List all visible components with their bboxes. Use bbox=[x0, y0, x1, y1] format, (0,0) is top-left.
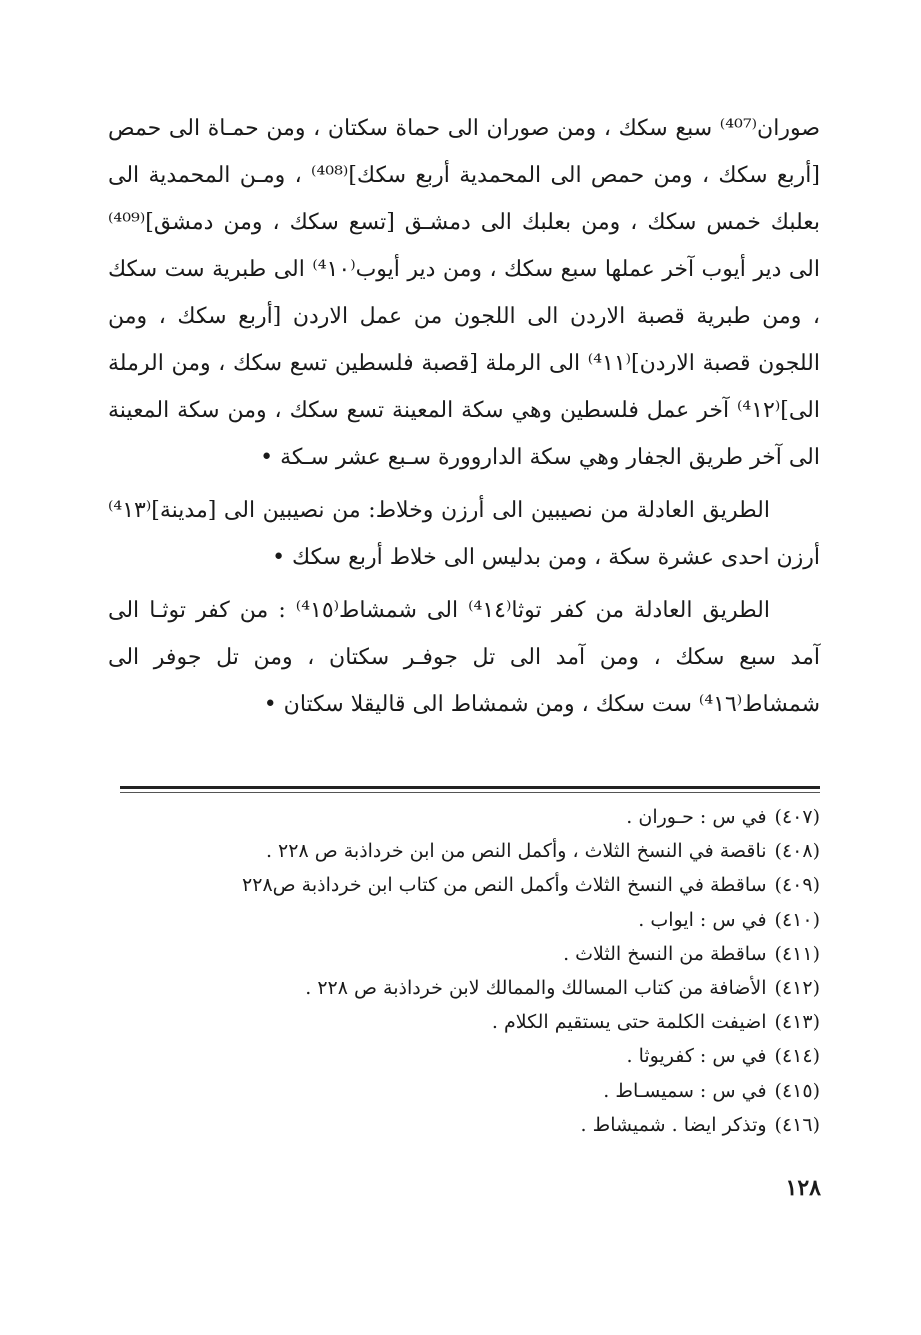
footnote-item bbox=[120, 903, 820, 937]
footnote-text: ناقصة في النسخ الثلاث ، وأكمل النص من ابن خرداذبة ص ٢٢٨ . bbox=[265, 840, 767, 863]
page-number: ١٢٨ bbox=[785, 1175, 821, 1201]
footnote-number: (٤١٣) bbox=[774, 1011, 820, 1034]
footnote-number: (٤١٦) bbox=[774, 1113, 820, 1136]
footnote-number: (٤٠٧) bbox=[774, 806, 820, 828]
footnote-item bbox=[120, 937, 820, 971]
paragraph-nisibin-route: الطريق العادلة من نصيبين الى أرزن وخلاط: من نصيبين الى [مدينة]⁽⁴١٣⁾ أرزن احدى عشرة سكة ، ومن بدليس الى خلاط أربع سكك • bbox=[108, 498, 820, 570]
footnote-divider bbox=[120, 786, 820, 789]
footnote-item bbox=[120, 800, 820, 834]
footnote-text: ساقطة في النسخ الثلاث وأكمل النص من كتاب ابن خرداذبة ص٢٢٨ bbox=[242, 874, 767, 897]
footnote-number: (٤١٥) bbox=[774, 1079, 820, 1102]
footnotes bbox=[120, 800, 820, 1142]
paragraph-kafr-tutha-route: الطريق العادلة من كفر توثا⁽⁴١٤⁾ الى شمشاط⁽⁴١٥⁾ : من كفر توثـا الى آمد سبع سكك ، ومن آمد الى تل جوفـر سكتان ، ومن تل جوفر الى شمشاط⁽⁴١٦⁾ ست سكك ، ومن شمشاط الى قاليقلا سكتان • bbox=[108, 598, 820, 717]
paragraph-route-description: صوران⁽⁴⁰⁷⁾ سبع سكك ، ومن صوران الى حماة سكتان ، ومن حمـاة الى حمص [أربع سكك ، ومن حمص الى المحمدية أربع سكك]⁽⁴⁰⁸⁾ ، ومـن المحمدية الى بعلبك خمس سكك ، ومن بعلبك الى دمشـق [تسع سكك ، ومن دمشق]⁽⁴⁰⁹⁾ الى دير أيوب آخر عملها سبع سكك ، ومن دير أيوب⁽⁴١٠⁾ الى طبرية ست سكك ، ومن طبرية قصبة الاردن الى اللجون من عمل الاردن [أربع سكك ، ومن اللجون قصبة الاردن]⁽⁴١١⁾ الى الرملة [قصبة فلسطين تسع سكك ، ومن الرملة الى]⁽⁴١٢⁾ آخر عمل فلسطين وهي سكة المعينة تسع سكك ، ومن سكة المعينة الى آخر طريق الجفار وهي سكة الداروورة سـبع عشر سـكة • bbox=[108, 116, 821, 470]
footnote-text: في س : حـوران . bbox=[626, 806, 767, 828]
footnote-text: الأضافة من كتاب المسالك والممالك لابن خرداذبة ص ٢٢٨ . bbox=[305, 976, 767, 999]
footnote-item bbox=[120, 1039, 820, 1073]
footnote-number: (٤٠٩) bbox=[774, 874, 820, 897]
footnote-divider-thin bbox=[120, 792, 820, 793]
footnote-text: في س : ايواب . bbox=[638, 908, 767, 931]
footnote-text: وتذكر ايضا . شميشاط . bbox=[580, 1113, 767, 1136]
footnote-item bbox=[120, 1074, 820, 1108]
footnote-text: في س : سميسـاط . bbox=[603, 1079, 767, 1102]
footnote-number: (٤١٤) bbox=[774, 1045, 820, 1068]
footnote-text: في س : كفريوثا . bbox=[626, 1045, 767, 1068]
footnote-number: (٤٠٨) bbox=[774, 840, 820, 863]
footnote-text: اضيفت الكلمة حتى يستقيم الكلام . bbox=[491, 1011, 767, 1034]
main-text bbox=[108, 105, 820, 732]
footnote-item bbox=[120, 1108, 820, 1142]
footnote-number: (٤١١) bbox=[774, 942, 820, 965]
footnote-item bbox=[120, 834, 820, 868]
footnote-number: (٤١٠) bbox=[774, 908, 820, 931]
footnote-number: (٤١٢) bbox=[774, 976, 820, 999]
footnote-text: ساقطة من النسخ الثلاث . bbox=[563, 942, 767, 965]
footnote-item bbox=[120, 1005, 820, 1039]
footnote-item bbox=[120, 868, 820, 902]
footnote-item bbox=[120, 971, 820, 1005]
